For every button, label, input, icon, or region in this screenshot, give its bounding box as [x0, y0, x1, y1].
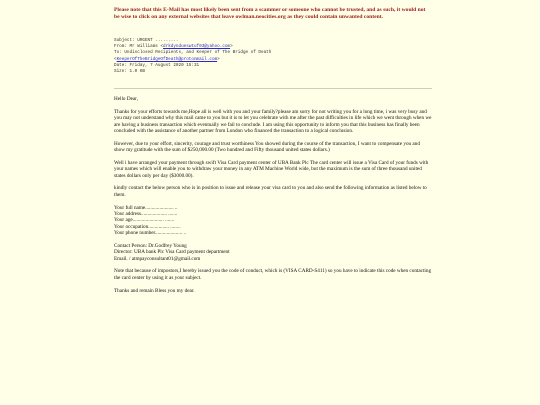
from-email-close: > [230, 44, 233, 50]
body-paragraph: kindly contact the below person who is in position to issue and release your visa card to you and also send the following information as listed below to them. [114, 185, 427, 198]
form-line-age: Your age........................ ....... [114, 217, 175, 224]
to-label: To: [114, 50, 122, 56]
form-line-full-name: Your full name...................... .. [114, 204, 178, 211]
contact-block [114, 243, 432, 262]
body-paragraph: However, due to your effort, sincerity, courage and trust worthiness You showed during the course of the transaction, I want to compensate you and show my gratitude with the sum of $250,000.00 (Two hundred and Fifty thousand united states dollars.) [114, 140, 420, 154]
email-body [114, 96, 432, 300]
form-line-phone: Your phone number..................... .. [114, 230, 187, 236]
from-label: From: [114, 44, 127, 50]
body-paragraph: Thanks for your efforts towards me,Hope all is well with you and your family?please am sorry for not writing you for a long time, i was very busy and you may not understand why this mail came to you but it is to let you celebrate with me after the past difficulties in life which we went through when we are having a business transaction which eventually we fail to conclude. I am using this opportunity to inform you that this business has finally been concluded with the assistance of another partner from London who financed the transaction to a logical conclusion. [114, 108, 432, 134]
greeting: Hello Dear, [114, 96, 138, 102]
form-line-address: Your address.................... ....... [114, 210, 178, 217]
closing-line: Thanks and remain Bless you my dear. [114, 287, 195, 294]
date-label: Date: [114, 62, 127, 68]
size-value: 1.0 KB [129, 69, 145, 75]
to-email-close: > [217, 56, 220, 62]
from-name: Mr Williams < [129, 44, 164, 50]
contact-director: Director: UBA bank Plc Visa Card payment department [114, 249, 230, 256]
body-paragraph: Note that because of impostors,I hereby issued you the code of conduct, which is (VISA CARD-S411) so you have to indicate this code when contacting the card center by using it as your subject. [114, 268, 432, 281]
body-paragraph: Well i have arranged your payment through swift Visa Card payment center of UBA Bank Plc The card center will issue a Visa Card of your funds with your names which will enable you to withdraw your money in any ATM Machine World wide, but the maximum is the sum of three thousand united states dollars only per day ($3000.00). [114, 159, 429, 179]
to-email-link[interactable]: KeeperOfTheBridgeOfDeath@protonmail.com [116, 56, 218, 62]
from-email-link[interactable]: drkdyndueswtuf03@yahoo.com [163, 44, 231, 50]
contact-email: Email. / atmpayconsultant01@gmail.com [114, 255, 201, 262]
to-name: Undisclosed Recipients, and Keeper of The Bridge of Death [124, 50, 272, 56]
size-row [114, 69, 432, 75]
to-email-open: < [114, 56, 117, 62]
email-headers [114, 38, 432, 75]
contact-person: Contact Person: Dr.Godfrey Young [114, 242, 187, 249]
info-request-list [114, 205, 432, 237]
size-label: Size: [114, 69, 127, 75]
form-line-occupation: Your occupation................ ........ [114, 223, 181, 230]
subject-value: URGENT ......... [137, 38, 179, 43]
date-value: Friday, 7 August 2020 15:31 [129, 62, 200, 68]
subject-label: Subject: [114, 38, 135, 43]
header-divider [114, 88, 432, 89]
scam-warning-banner: Please note that this E-Mail has most likely been sent from a scammer or someone who cannot be trusted, and as such, it would not be wise to click on any external websites that leave owlman.neocities.org as they could contain unwanted content. [114, 7, 426, 21]
